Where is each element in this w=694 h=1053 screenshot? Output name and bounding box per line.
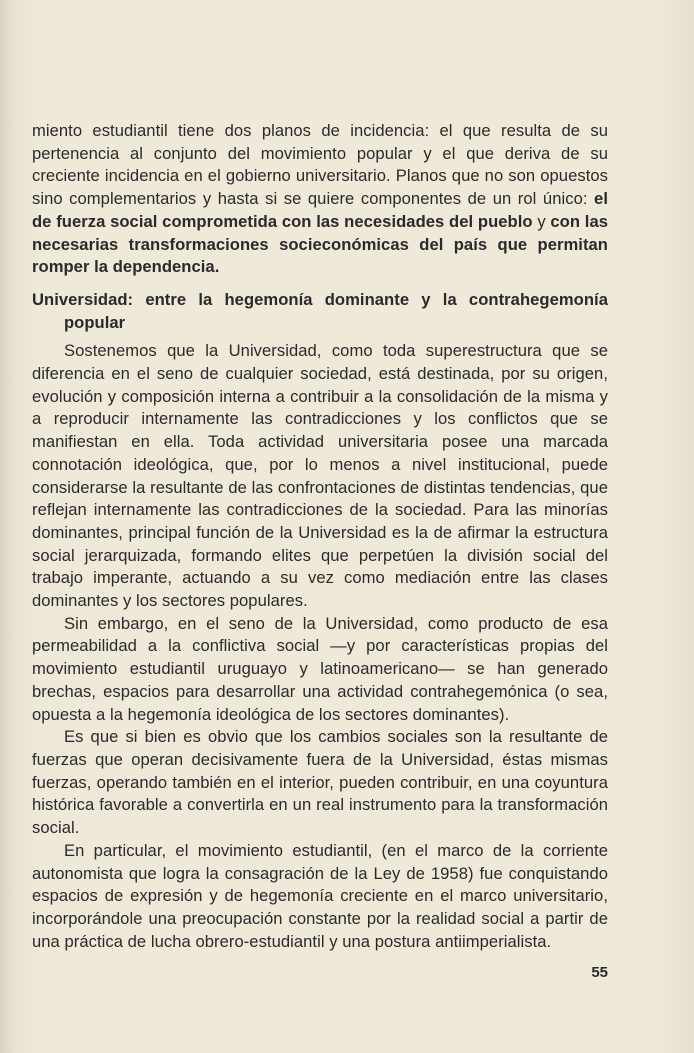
page-number: 55 bbox=[591, 964, 608, 981]
paragraph-4: Es que si bien es obvio que los cambios sociales son la resultante de fuerzas que operan decisivamente fuera de la Universidad, éstas mismas fuerzas, operando también en el interior, pueden contribuir, en una coyuntura histórica favorable a convertirla en un real instrumento para la transformación social. bbox=[32, 727, 608, 838]
paragraph-1-connector: y bbox=[532, 211, 551, 231]
body-text bbox=[32, 120, 608, 953]
paragraph-3: Sin embargo, en el seno de la Universidad, como producto de esa permeabilidad a la conflictiva social —y por características propias del movimiento estudiantil uruguayo y latinoamericano— se han generado brechas, espacios para desarrollar una actividad contrahegemónica (o sea, opuesta a la hegemonía ideológica de los sectores dominantes). bbox=[32, 613, 608, 724]
paragraph-1-bold-text: el de fuerza social comprometida con las necesidades del pueblo bbox=[32, 189, 608, 231]
paragraph-5: En particular, el movimiento estudiantil, (en el marco de la corriente autonomista que logra la consagración de la Ley de 1958) fue conquistando espacios de expresión y de hegemonía creciente en el marco universitario, incorporándole una preocupación constante por la realidad social a partir de una práctica de lucha obrero-estudiantil y una postura antiimperialista. bbox=[32, 840, 608, 951]
paragraph-2: Sostenemos que la Universidad, como toda superestructura que se diferencia en el seno de cualquier sociedad, está destinada, por su origen, evolución y composición interna a contribuir a la consolidación de la misma y a reproducir internamente las contradicciones y los conflictos que se manifiestan en ella. Toda actividad universitaria posee una marcada connotación ideológica, que, por lo menos a nivel institucional, puede considerarse la resultante de las confrontaciones de distintas tendencias, que reflejan internamente las contradicciones de la sociedad. Para las minorías dominantes, principal función de la Universidad es la de afirmar la estructura social jerarquizada, formando elites que perpetúen la división social del trabajo imperante, actuando a su vez como mediación entre las clases dominantes y los sectores populares. bbox=[32, 341, 608, 611]
section-heading: Universidad: entre la hegemonía dominante y la contrahegemonía popular bbox=[32, 289, 608, 332]
paragraph-1-bold-text-2: con las necesarias transformaciones socieconómicas del país que permitan romper la dependencia. bbox=[32, 211, 609, 277]
paragraph-1 bbox=[32, 120, 608, 279]
paragraph-1-text: miento estudiantil tiene dos planos de incidencia: el que resulta de su pertenencia al conjunto del movimiento popular y el que deriva de su creciente incidencia en el gobierno universitario. Planos que no son opuestos sino complementarios y hasta si se quiere componentes de un rol único: bbox=[32, 121, 608, 209]
